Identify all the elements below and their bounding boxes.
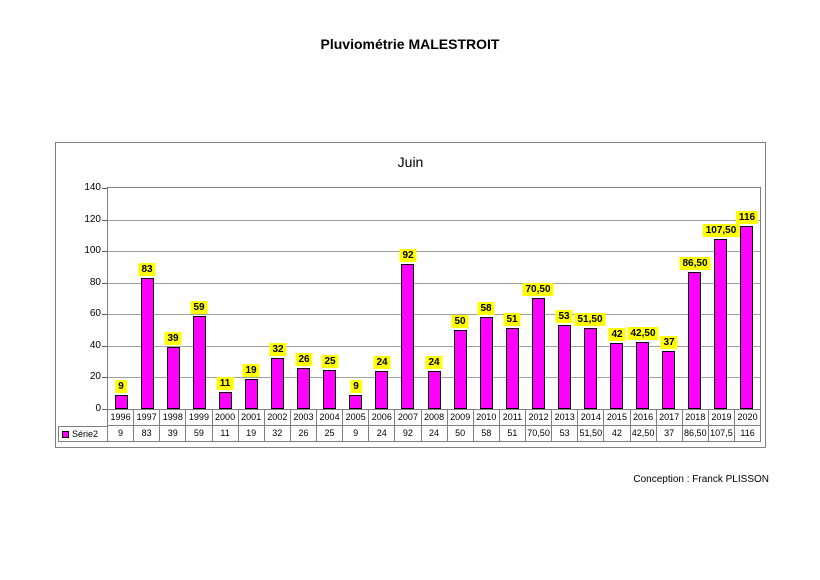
table-value-cell-2005: 9 xyxy=(343,426,369,442)
bar-value-label-2020: 116 xyxy=(736,211,758,224)
table-value-cell-2009: 50 xyxy=(448,426,474,442)
bar-1998 xyxy=(167,347,180,409)
y-axis-label-80: 80 xyxy=(89,277,101,288)
bar-2001 xyxy=(245,379,258,409)
plot-area xyxy=(107,187,761,410)
bar-value-label-2009: 50 xyxy=(451,315,468,328)
x-axis-year-row xyxy=(107,409,761,426)
gridline-80 xyxy=(108,283,760,284)
table-value-cell-2015: 42 xyxy=(604,426,630,442)
bar-2019 xyxy=(714,239,727,409)
table-value-cell-2010: 58 xyxy=(474,426,500,442)
year-cell-2001: 2001 xyxy=(239,409,265,426)
gridline-60 xyxy=(108,314,760,315)
bar-2011 xyxy=(506,328,519,409)
y-axis-tick xyxy=(102,188,107,189)
bar-1996 xyxy=(115,395,128,409)
bar-2000 xyxy=(219,392,232,409)
year-cell-2017: 2017 xyxy=(657,409,683,426)
table-value-cell-2017: 37 xyxy=(657,426,683,442)
year-cell-2012: 2012 xyxy=(526,409,552,426)
y-axis-label-140: 140 xyxy=(84,182,101,193)
table-value-cell-2008: 24 xyxy=(422,426,448,442)
y-axis-label-120: 120 xyxy=(84,214,101,225)
table-value-cell-2018: 86,50 xyxy=(683,426,709,442)
table-value-cell-1996: 9 xyxy=(108,426,134,442)
bar-2020 xyxy=(740,226,753,409)
bar-value-label-2003: 26 xyxy=(295,353,312,366)
y-axis-label-0: 0 xyxy=(95,403,101,414)
bar-value-label-2001: 19 xyxy=(242,364,259,377)
bar-value-label-2012: 70,50 xyxy=(522,283,553,296)
year-cell-2003: 2003 xyxy=(291,409,317,426)
bar-2015 xyxy=(610,343,623,409)
year-cell-2005: 2005 xyxy=(343,409,369,426)
table-value-cell-2013: 53 xyxy=(552,426,578,442)
bar-2005 xyxy=(349,395,362,409)
bar-value-label-2010: 58 xyxy=(477,302,494,315)
bar-2017 xyxy=(662,351,675,409)
year-cell-2014: 2014 xyxy=(578,409,604,426)
bar-value-label-2016: 42,50 xyxy=(627,327,658,340)
table-value-cell-2007: 92 xyxy=(395,426,421,442)
table-value-cell-2003: 26 xyxy=(291,426,317,442)
y-axis-label-40: 40 xyxy=(89,340,101,351)
year-cell-2006: 2006 xyxy=(369,409,395,426)
y-axis-label-100: 100 xyxy=(84,245,101,256)
y-axis-tick xyxy=(102,283,107,284)
year-cell-2019: 2019 xyxy=(709,409,735,426)
bar-value-label-2000: 11 xyxy=(217,377,234,390)
bar-2013 xyxy=(558,325,571,409)
bar-value-label-2019: 107,50 xyxy=(703,224,740,237)
year-cell-1996: 1996 xyxy=(108,409,134,426)
y-axis-label-60: 60 xyxy=(89,308,101,319)
year-cell-2016: 2016 xyxy=(631,409,657,426)
table-value-cell-2000: 11 xyxy=(213,426,239,442)
legend-cell xyxy=(58,426,107,442)
table-value-cell-2019: 107,5 xyxy=(709,426,735,442)
table-value-cell-2006: 24 xyxy=(369,426,395,442)
table-value-cell-2004: 25 xyxy=(317,426,343,442)
year-cell-2000: 2000 xyxy=(213,409,239,426)
year-cell-1997: 1997 xyxy=(134,409,160,426)
table-value-cell-2002: 32 xyxy=(265,426,291,442)
y-axis-tick xyxy=(102,220,107,221)
year-cell-2004: 2004 xyxy=(317,409,343,426)
table-value-cell-1998: 39 xyxy=(160,426,186,442)
bar-2014 xyxy=(584,328,597,409)
chart-frame xyxy=(55,142,766,448)
bar-2016 xyxy=(636,342,649,409)
year-cell-2011: 2011 xyxy=(500,409,526,426)
table-value-cell-2011: 51 xyxy=(500,426,526,442)
table-value-cell-1999: 59 xyxy=(186,426,212,442)
bar-2008 xyxy=(428,371,441,409)
bar-2002 xyxy=(271,358,284,409)
table-value-cell-2020: 116 xyxy=(735,426,761,442)
gridline-120 xyxy=(108,220,760,221)
table-value-cell-2016: 42,50 xyxy=(631,426,657,442)
y-axis-tick xyxy=(102,377,107,378)
year-cell-2008: 2008 xyxy=(422,409,448,426)
bar-value-label-1998: 39 xyxy=(164,332,181,345)
page-title: Pluviométrie MALESTROIT xyxy=(320,36,500,52)
y-axis-label-20: 20 xyxy=(89,371,101,382)
table-value-cell-1997: 83 xyxy=(134,426,160,442)
bar-2003 xyxy=(297,368,310,409)
bar-1999 xyxy=(193,316,206,409)
bar-2006 xyxy=(375,371,388,409)
bar-2010 xyxy=(480,317,493,409)
year-cell-1999: 1999 xyxy=(186,409,212,426)
bar-value-label-2018: 86,50 xyxy=(679,257,710,270)
table-value-cell-2001: 19 xyxy=(239,426,265,442)
year-cell-2013: 2013 xyxy=(552,409,578,426)
bar-2012 xyxy=(532,298,545,409)
year-cell-2002: 2002 xyxy=(265,409,291,426)
bar-value-label-2002: 32 xyxy=(269,343,286,356)
bar-value-label-2005: 9 xyxy=(350,380,362,393)
year-cell-2015: 2015 xyxy=(604,409,630,426)
year-cell-2007: 2007 xyxy=(395,409,421,426)
year-cell-2010: 2010 xyxy=(474,409,500,426)
bar-value-label-2015: 42 xyxy=(608,328,625,341)
chart-title: Juin xyxy=(397,154,424,170)
legend-series-label: Série2 xyxy=(72,429,99,439)
bar-value-label-2007: 92 xyxy=(399,249,416,262)
bar-value-label-2017: 37 xyxy=(660,336,677,349)
bar-value-label-1999: 59 xyxy=(190,301,207,314)
bar-1997 xyxy=(141,278,154,409)
bar-2007 xyxy=(401,264,414,409)
bar-value-label-2004: 25 xyxy=(321,355,338,368)
year-cell-2009: 2009 xyxy=(448,409,474,426)
bar-value-label-2008: 24 xyxy=(425,356,442,369)
y-axis-tick xyxy=(102,346,107,347)
table-value-cell-2014: 51,50 xyxy=(578,426,604,442)
bar-2009 xyxy=(454,330,467,409)
bar-value-label-1996: 9 xyxy=(115,380,127,393)
bar-value-label-2014: 51,50 xyxy=(574,313,605,326)
series-color-swatch-icon xyxy=(62,431,69,438)
bar-value-label-1997: 83 xyxy=(138,263,155,276)
bar-2004 xyxy=(323,370,336,409)
bar-value-label-2011: 51 xyxy=(503,313,520,326)
data-table-values-row xyxy=(107,426,761,442)
y-axis-tick xyxy=(102,314,107,315)
year-cell-2020: 2020 xyxy=(735,409,761,426)
bar-value-label-2013: 53 xyxy=(555,310,572,323)
bar-value-label-2006: 24 xyxy=(373,356,390,369)
bar-2018 xyxy=(688,272,701,409)
year-cell-2018: 2018 xyxy=(683,409,709,426)
gridline-100 xyxy=(108,251,760,252)
table-value-cell-2012: 70,50 xyxy=(526,426,552,442)
year-cell-1998: 1998 xyxy=(160,409,186,426)
y-axis-tick xyxy=(102,251,107,252)
credit-text: Conception : Franck PLISSON xyxy=(633,474,769,485)
